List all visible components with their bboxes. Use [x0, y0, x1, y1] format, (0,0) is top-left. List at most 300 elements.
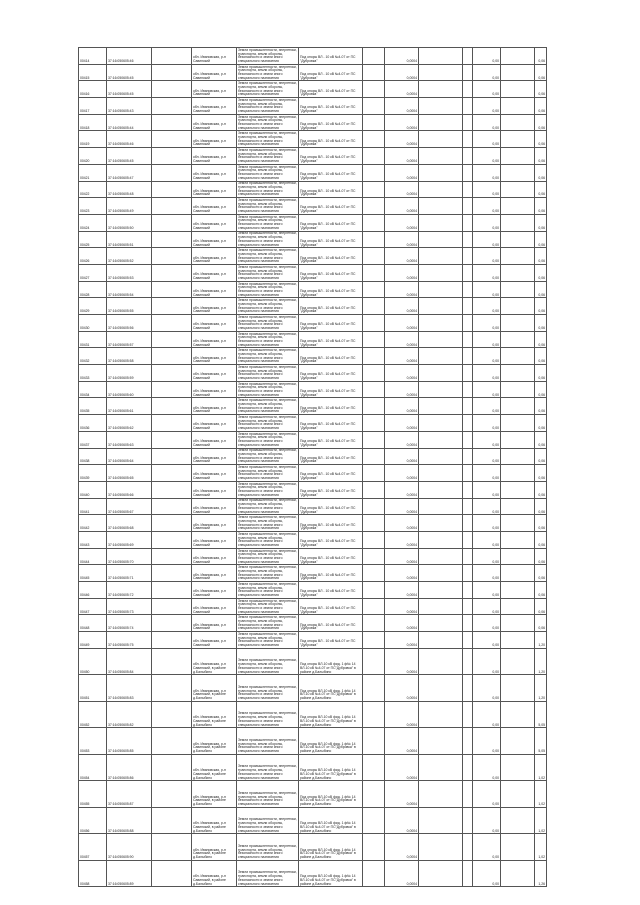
zero-value-cell: 0,00	[473, 264, 501, 281]
empty-cell	[152, 281, 192, 298]
cadastral-number-cell: 37:16:050605:83	[107, 675, 152, 702]
cadastral-number-cell: 37:16:050605:64	[107, 448, 152, 465]
empty-cell	[419, 807, 463, 834]
empty-cell	[152, 834, 192, 861]
zero-value-cell: 0,00	[473, 728, 501, 755]
row-number-cell: 00428	[79, 281, 107, 298]
empty-cell	[501, 582, 535, 599]
empty-cell	[152, 448, 192, 465]
area-cell: 0,0004	[385, 481, 419, 498]
empty-cell	[501, 331, 535, 348]
empty-cell	[501, 381, 535, 398]
row-number-cell: 00448	[79, 615, 107, 632]
land-purpose-cell: Земли промышленности, энергетики, транспорта, земли обороны, безопасности и земли иного специального назначения	[238, 164, 297, 180]
cadastral-number-cell: 37:16:050605:58	[107, 348, 152, 365]
land-purpose-cell: Земли промышленности, энергетики, транспорта, земли обороны, безопасности и земли иного специального назначения	[238, 398, 297, 414]
owner-cell: обл. Ивановская, р-н Савинский, в районе д.Балыбино	[192, 648, 237, 675]
empty-cell	[463, 98, 473, 115]
empty-cell	[463, 48, 473, 65]
empty-cell	[419, 164, 463, 181]
object-description-cell: Под опоры ВЛ - 10 кВ №4-07 от ПС "Дубровка"	[299, 164, 363, 181]
empty-cell	[463, 331, 473, 348]
owner-cell: обл. Ивановская, р-н Савинский	[192, 315, 237, 332]
empty-cell	[463, 114, 473, 131]
table-row	[79, 465, 547, 482]
value-cell: 1,20	[535, 632, 547, 649]
zero-value-cell: 0,00	[473, 754, 501, 781]
empty-cell	[463, 834, 473, 861]
empty-cell	[363, 465, 385, 482]
area-cell: 0,0004	[385, 781, 419, 808]
cadastral-number-cell: 37:16:050605:49	[107, 198, 152, 215]
table-row	[79, 548, 547, 565]
object-description-cell: Под опоры ВЛ - 10 кВ №4-07 от ПС "Дубровка"	[299, 64, 363, 81]
land-purpose-cell: Земли промышленности, энергетики, транспорта, земли обороны, безопасности и земли иного специального назначения	[237, 834, 299, 861]
area-cell: 0,0004	[385, 231, 419, 248]
empty-cell	[152, 531, 192, 548]
object-description-cell: Под опоры ВЛ - 10 кВ №4-07 от ПС "Дубровка"	[299, 264, 363, 281]
value-cell: 0,06	[535, 415, 547, 432]
row-number-cell: 00441	[79, 498, 107, 515]
empty-cell	[419, 754, 463, 781]
cadastral-number-cell: 37:16:050605:54	[107, 281, 152, 298]
zero-value-cell: 0,00	[473, 701, 501, 728]
value-cell: 0,06	[535, 281, 547, 298]
table-row	[79, 860, 547, 887]
row-number-cell: 00445	[79, 565, 107, 582]
object-description-cell: Под опоры ВЛ - 10 кВ №4-07 от ПС "Дубровка"	[299, 48, 363, 65]
empty-cell	[501, 231, 535, 248]
table-row	[79, 48, 547, 65]
empty-cell	[152, 381, 192, 398]
empty-cell	[463, 81, 473, 98]
table-row	[79, 214, 547, 231]
cadastral-number-cell: 37:16:050605:57	[107, 331, 152, 348]
empty-cell	[363, 315, 385, 332]
empty-cell	[419, 481, 463, 498]
row-number-cell: 00422	[79, 181, 107, 198]
empty-cell	[501, 701, 535, 728]
value-cell: 0,06	[535, 548, 547, 565]
land-purpose-cell: Земли промышленности, энергетики, транспорта, земли обороны, безопасности и земли иного специального назначения	[238, 248, 297, 264]
empty-cell	[363, 448, 385, 465]
empty-cell	[363, 231, 385, 248]
value-cell: 0,06	[535, 348, 547, 365]
empty-cell	[501, 214, 535, 231]
row-number-cell: 00451	[79, 675, 107, 702]
cadastral-number-cell: 37:16:050605:46	[107, 48, 152, 65]
empty-cell	[463, 548, 473, 565]
owner-cell: обл. Ивановская, р-н Савинский	[192, 298, 237, 315]
land-purpose-cell: Земли промышленности, энергетики, транспорта, земли обороны, безопасности и земли иного специального назначения	[238, 465, 297, 481]
value-cell: 0,06	[535, 48, 547, 65]
land-purpose-cell: Земли промышленности, энергетики, транспорта, земли обороны, безопасности и земли иного специального назначения	[237, 701, 299, 728]
area-cell: 0,0004	[385, 348, 419, 365]
zero-value-cell: 0,00	[473, 181, 501, 198]
empty-cell	[463, 298, 473, 315]
object-description-cell: Под опоры ВЛ - 10 кВ №4-07 от ПС "Дубровка"	[299, 431, 363, 448]
row-number-cell: 00444	[79, 548, 107, 565]
row-number-cell: 00416	[79, 81, 107, 98]
empty-cell	[363, 632, 385, 649]
land-purpose-cell: Земли промышленности, энергетики, транспорта, земли обороны, безопасности и земли иного специального назначения	[238, 415, 297, 431]
table-row	[79, 565, 547, 582]
area-cell: 0,0004	[385, 298, 419, 315]
land-purpose-cell: Земли промышленности, энергетики, транспорта, земли обороны, безопасности и земли иного специального назначения	[237, 781, 299, 808]
area-cell: 0,0004	[385, 807, 419, 834]
empty-cell	[501, 648, 535, 675]
row-number-cell: 00447	[79, 598, 107, 615]
zero-value-cell: 0,00	[473, 348, 501, 365]
empty-cell	[419, 531, 463, 548]
value-cell: 0,06	[535, 181, 547, 198]
zero-value-cell: 0,00	[473, 365, 501, 382]
table-row	[79, 248, 547, 265]
empty-cell	[363, 834, 385, 861]
empty-cell	[501, 632, 535, 649]
object-description-cell: Под опоры ВЛ - 10 кВ №4-07 от ПС "Дубровка"	[299, 448, 363, 465]
empty-cell	[463, 598, 473, 615]
table-row	[79, 381, 547, 398]
table-row	[79, 81, 547, 98]
table-row	[79, 398, 547, 415]
cadastral-number-cell: 37:16:050605:52	[107, 248, 152, 265]
value-cell: 0,06	[535, 231, 547, 248]
empty-cell	[363, 114, 385, 131]
empty-cell	[363, 860, 385, 887]
empty-cell	[419, 565, 463, 582]
empty-cell	[152, 648, 192, 675]
area-cell: 0,0004	[385, 648, 419, 675]
empty-cell	[501, 298, 535, 315]
cadastral-number-cell: 37:16:050605:84	[107, 648, 152, 675]
empty-cell	[419, 348, 463, 365]
value-cell: 0,06	[535, 481, 547, 498]
empty-cell	[152, 214, 192, 231]
value-cell: 0,06	[535, 148, 547, 165]
zero-value-cell: 0,00	[473, 298, 501, 315]
area-cell: 0,0004	[385, 465, 419, 482]
empty-cell	[419, 381, 463, 398]
land-purpose-cell: Земли промышленности, энергетики, транспорта, земли обороны, безопасности и земли иного специального назначения	[238, 631, 297, 648]
zero-value-cell: 0,00	[473, 214, 501, 231]
land-purpose-cell: Земли промышленности, энергетики, транспорта, земли обороны, безопасности и земли иного специального назначения	[238, 481, 297, 497]
owner-cell: обл. Ивановская, р-н Савинский	[192, 198, 237, 215]
empty-cell	[501, 281, 535, 298]
empty-cell	[419, 582, 463, 599]
zero-value-cell: 0,00	[473, 582, 501, 599]
cadastral-number-cell: 37:16:050605:56	[107, 315, 152, 332]
object-description-cell: Под опоры ВЛ - 10 кВ №4-07 от ПС "Дубровка"	[299, 481, 363, 498]
table-row	[79, 728, 547, 755]
row-number-cell: 00418	[79, 114, 107, 131]
zero-value-cell: 0,00	[473, 431, 501, 448]
empty-cell	[363, 248, 385, 265]
area-cell: 0,0004	[385, 164, 419, 181]
empty-cell	[463, 448, 473, 465]
empty-cell	[363, 531, 385, 548]
land-purpose-cell: Земли промышленности, энергетики, транспорта, земли обороны, безопасности и земли иного специального назначения	[238, 47, 297, 63]
cadastral-number-cell: 37:16:050605:71	[107, 565, 152, 582]
object-description-cell: Под опоры ВЛ-10 кВ фид. 1 ф№ 14 ВЛ-10 кВ №4-07 от ПС"Дубровка" в районе д.Балыбино	[299, 754, 363, 781]
land-purpose-cell: Земли промышленности, энергетики, транспорта, земли обороны, безопасности и земли иного специального назначения	[238, 64, 297, 80]
land-purpose-cell: Земли промышленности, энергетики, транспорта, земли обороны, безопасности и земли иного специального назначения	[238, 515, 297, 531]
area-cell: 0,0004	[385, 515, 419, 532]
row-number-cell: 00417	[79, 98, 107, 115]
object-description-cell: Под опоры ВЛ - 10 кВ №4-07 от ПС "Дубровка"	[299, 398, 363, 415]
value-cell: 0,06	[535, 331, 547, 348]
empty-cell	[363, 298, 385, 315]
empty-cell	[363, 675, 385, 702]
owner-cell: обл. Ивановская, р-н Савинский, в районе д.Балыбино	[192, 754, 237, 781]
empty-cell	[152, 248, 192, 265]
cadastral-number-cell: 37:16:050605:55	[107, 298, 152, 315]
empty-cell	[363, 198, 385, 215]
row-number-cell: 00432	[79, 348, 107, 365]
empty-cell	[419, 648, 463, 675]
value-cell: 5,05	[535, 701, 547, 728]
value-cell: 0,06	[535, 114, 547, 131]
cadastral-number-cell: 37:16:050605:70	[107, 548, 152, 565]
land-purpose-cell: Земли промышленности, энергетики, транспорта, земли обороны, безопасности и земли иного специального назначения	[238, 431, 297, 447]
empty-cell	[152, 398, 192, 415]
owner-cell: обл. Ивановская, р-н Савинский	[192, 98, 237, 115]
object-description-cell: Под опоры ВЛ - 10 кВ №4-07 от ПС "Дубровка"	[299, 615, 363, 632]
value-cell: 0,06	[535, 381, 547, 398]
area-cell: 0,0004	[385, 675, 419, 702]
empty-cell	[363, 615, 385, 632]
empty-cell	[152, 754, 192, 781]
object-description-cell: Под опоры ВЛ - 10 кВ №4-07 от ПС "Дубровка"	[299, 331, 363, 348]
zero-value-cell: 0,00	[473, 331, 501, 348]
empty-cell	[463, 481, 473, 498]
area-cell: 0,0004	[385, 281, 419, 298]
owner-cell: обл. Ивановская, р-н Савинский, в районе д.Балыбино	[192, 728, 237, 755]
row-number-cell: 00414	[79, 48, 107, 65]
object-description-cell: Под опоры ВЛ - 10 кВ №4-07 от ПС "Дубровка"	[299, 148, 363, 165]
empty-cell	[152, 148, 192, 165]
empty-cell	[363, 398, 385, 415]
table-row	[79, 298, 547, 315]
land-purpose-cell: Земли промышленности, энергетики, транспорта, земли обороны, безопасности и земли иного специального назначения	[238, 314, 297, 330]
empty-cell	[152, 181, 192, 198]
empty-cell	[363, 498, 385, 515]
area-cell: 0,0004	[385, 114, 419, 131]
table-row	[79, 231, 547, 248]
table-row	[79, 331, 547, 348]
land-purpose-cell: Земли промышленности, энергетики, транспорта, земли обороны, безопасности и земли иного специального назначения	[238, 131, 297, 147]
area-cell: 0,0004	[385, 834, 419, 861]
land-purpose-cell: Земли промышленности, энергетики, транспорта, земли обороны, безопасности и земли иного специального назначения	[238, 148, 297, 164]
object-description-cell: Под опоры ВЛ - 10 кВ №4-07 от ПС "Дубровка"	[299, 231, 363, 248]
owner-cell: обл. Ивановская, р-н Савинский	[192, 415, 237, 432]
empty-cell	[501, 264, 535, 281]
area-cell: 0,0004	[385, 331, 419, 348]
empty-cell	[501, 754, 535, 781]
value-cell: 0,06	[535, 164, 547, 181]
empty-cell	[463, 515, 473, 532]
empty-cell	[419, 81, 463, 98]
land-purpose-cell: Земли промышленности, энергетики, транспорта, земли обороны, безопасности и земли иного специального назначения	[238, 81, 297, 97]
empty-cell	[363, 648, 385, 675]
object-description-cell: Под опоры ВЛ - 10 кВ №4-07 от ПС "Дубровка"	[299, 381, 363, 398]
empty-cell	[419, 781, 463, 808]
empty-cell	[152, 598, 192, 615]
empty-cell	[363, 331, 385, 348]
object-description-cell: Под опоры ВЛ - 10 кВ №4-07 от ПС "Дубровка"	[299, 365, 363, 382]
table-row	[79, 648, 547, 675]
cadastral-number-cell: 37:16:050605:47	[107, 164, 152, 181]
empty-cell	[463, 465, 473, 482]
empty-cell	[463, 498, 473, 515]
owner-cell: обл. Ивановская, р-н Савинский	[192, 331, 237, 348]
owner-cell: обл. Ивановская, р-н Савинский	[192, 264, 237, 281]
cadastral-number-cell: 37:16:050605:43	[107, 98, 152, 115]
table-row	[79, 148, 547, 165]
empty-cell	[463, 860, 473, 887]
empty-cell	[152, 701, 192, 728]
row-number-cell: 00443	[79, 531, 107, 548]
object-description-cell: Под опоры ВЛ - 10 кВ №4-07 от ПС "Дубровка"	[299, 598, 363, 615]
cadastral-number-cell: 37:16:050605:62	[107, 415, 152, 432]
object-description-cell: Под опоры ВЛ - 10 кВ №4-07 от ПС "Дубровка"	[299, 531, 363, 548]
row-number-cell: 00434	[79, 381, 107, 398]
zero-value-cell: 0,00	[473, 64, 501, 81]
empty-cell	[419, 498, 463, 515]
object-description-cell: Под опоры ВЛ - 10 кВ №4-07 от ПС "Дубровка"	[299, 348, 363, 365]
empty-cell	[419, 248, 463, 265]
empty-cell	[501, 481, 535, 498]
empty-cell	[463, 365, 473, 382]
area-cell: 0,0004	[385, 415, 419, 432]
cadastral-number-cell: 37:16:050605:50	[107, 214, 152, 231]
area-cell: 0,0004	[385, 398, 419, 415]
zero-value-cell: 0,00	[473, 248, 501, 265]
area-cell: 0,0004	[385, 148, 419, 165]
value-cell: 0,06	[535, 365, 547, 382]
object-description-cell: Под опоры ВЛ-10 кВ фид. 1 ф№ 14 ВЛ-10 кВ №4-07 от ПС"Дубровка" в районе д.Балыбино	[299, 834, 363, 861]
cadastral-number-cell: 37:16:050605:48	[107, 181, 152, 198]
area-cell: 0,0004	[385, 198, 419, 215]
cadastral-number-cell: 37:16:050605:45	[107, 148, 152, 165]
land-purpose-cell: Земли промышленности, энергетики, транспорта, земли обороны, безопасности и земли иного специального назначения	[238, 231, 297, 247]
empty-cell	[419, 431, 463, 448]
row-number-cell: 00439	[79, 465, 107, 482]
value-cell: 0,06	[535, 465, 547, 482]
row-number-cell: 00430	[79, 315, 107, 332]
empty-cell	[363, 431, 385, 448]
value-cell: 0,06	[535, 398, 547, 415]
land-purpose-cell: Земли промышленности, энергетики, транспорта, земли обороны, безопасности и земли иного специального назначения	[238, 298, 297, 314]
empty-cell	[363, 515, 385, 532]
cadastral-number-cell: 37:16:050605:88	[107, 807, 152, 834]
empty-cell	[363, 582, 385, 599]
value-cell: 1,20	[535, 648, 547, 675]
table-row	[79, 531, 547, 548]
value-cell: 5,05	[535, 728, 547, 755]
empty-cell	[501, 98, 535, 115]
land-purpose-cell: Земли промышленности, энергетики, транспорта, земли обороны, безопасности и земли иного специального назначения	[238, 364, 297, 381]
empty-cell	[419, 181, 463, 198]
empty-cell	[501, 48, 535, 65]
empty-cell	[419, 860, 463, 887]
land-purpose-cell: Земли промышленности, энергетики, транспорта, земли обороны, безопасности и земли иного специального назначения	[238, 214, 297, 230]
object-description-cell: Под опоры ВЛ - 10 кВ №4-07 от ПС "Дубровка"	[299, 498, 363, 515]
table-row	[79, 431, 547, 448]
empty-cell	[463, 431, 473, 448]
empty-cell	[363, 481, 385, 498]
row-number-cell: 00429	[79, 298, 107, 315]
zero-value-cell: 0,00	[473, 98, 501, 115]
zero-value-cell: 0,00	[473, 164, 501, 181]
empty-cell	[419, 515, 463, 532]
empty-cell	[463, 148, 473, 165]
empty-cell	[152, 164, 192, 181]
empty-cell	[463, 315, 473, 332]
empty-cell	[501, 415, 535, 432]
empty-cell	[363, 131, 385, 148]
object-description-cell: Под опоры ВЛ - 10 кВ №4-07 от ПС "Дубровка"	[299, 214, 363, 231]
empty-cell	[501, 531, 535, 548]
empty-cell	[501, 448, 535, 465]
cadastral-number-cell: 37:16:050605:86	[107, 754, 152, 781]
area-cell: 0,0004	[385, 48, 419, 65]
owner-cell: обл. Ивановская, р-н Савинский	[192, 598, 237, 615]
table-row	[79, 164, 547, 181]
owner-cell: обл. Ивановская, р-н Савинский	[192, 498, 237, 515]
empty-cell	[152, 131, 192, 148]
area-cell: 0,0004	[385, 598, 419, 615]
empty-cell	[363, 548, 385, 565]
empty-cell	[152, 365, 192, 382]
land-purpose-cell: Земли промышленности, энергетики, транспорта, земли обороны, безопасности и земли иного специального назначения	[238, 565, 297, 581]
empty-cell	[463, 781, 473, 808]
area-cell: 0,0004	[385, 131, 419, 148]
zero-value-cell: 0,00	[473, 231, 501, 248]
empty-cell	[363, 214, 385, 231]
zero-value-cell: 0,00	[473, 148, 501, 165]
row-number-cell: 00446	[79, 582, 107, 599]
table-row	[79, 807, 547, 834]
empty-cell	[501, 365, 535, 382]
cadastral-number-cell: 37:16:050605:73	[107, 598, 152, 615]
zero-value-cell: 0,00	[473, 81, 501, 98]
land-purpose-cell: Земли промышленности, энергетики, транспорта, земли обороны, безопасности и земли иного специального назначения	[238, 331, 297, 347]
empty-cell	[501, 198, 535, 215]
table-row	[79, 498, 547, 515]
value-cell: 0,06	[535, 565, 547, 582]
row-number-cell: 00453	[79, 728, 107, 755]
object-description-cell: Под опоры ВЛ-10 кВ фид. 1 ф№ 14 ВЛ-10 кВ №4-07 от ПС"Дубровка" в районе д.Балыбино	[299, 675, 363, 702]
value-cell: 0,06	[535, 298, 547, 315]
cadastral-number-cell: 37:16:050605:66	[107, 481, 152, 498]
cadastral-number-cell: 37:16:050605:72	[107, 582, 152, 599]
object-description-cell: Под опоры ВЛ - 10 кВ №4-07 от ПС "Дубровка"	[299, 565, 363, 582]
owner-cell: обл. Ивановская, р-н Савинский	[192, 431, 237, 448]
empty-cell	[419, 415, 463, 432]
value-cell: 1,02	[535, 754, 547, 781]
empty-cell	[419, 231, 463, 248]
object-description-cell: Под опоры ВЛ-10 кВ фид. 1 ф№ 14 ВЛ-10 кВ №4-07 от ПС"Дубровка" в районе д.Балыбино	[299, 648, 363, 675]
empty-cell	[363, 598, 385, 615]
zero-value-cell: 0,00	[473, 315, 501, 332]
empty-cell	[463, 565, 473, 582]
empty-cell	[419, 214, 463, 231]
empty-cell	[419, 114, 463, 131]
zero-value-cell: 0,00	[473, 615, 501, 632]
zero-value-cell: 0,00	[473, 498, 501, 515]
object-description-cell: Под опоры ВЛ - 10 кВ №4-07 от ПС "Дубровка"	[299, 515, 363, 532]
